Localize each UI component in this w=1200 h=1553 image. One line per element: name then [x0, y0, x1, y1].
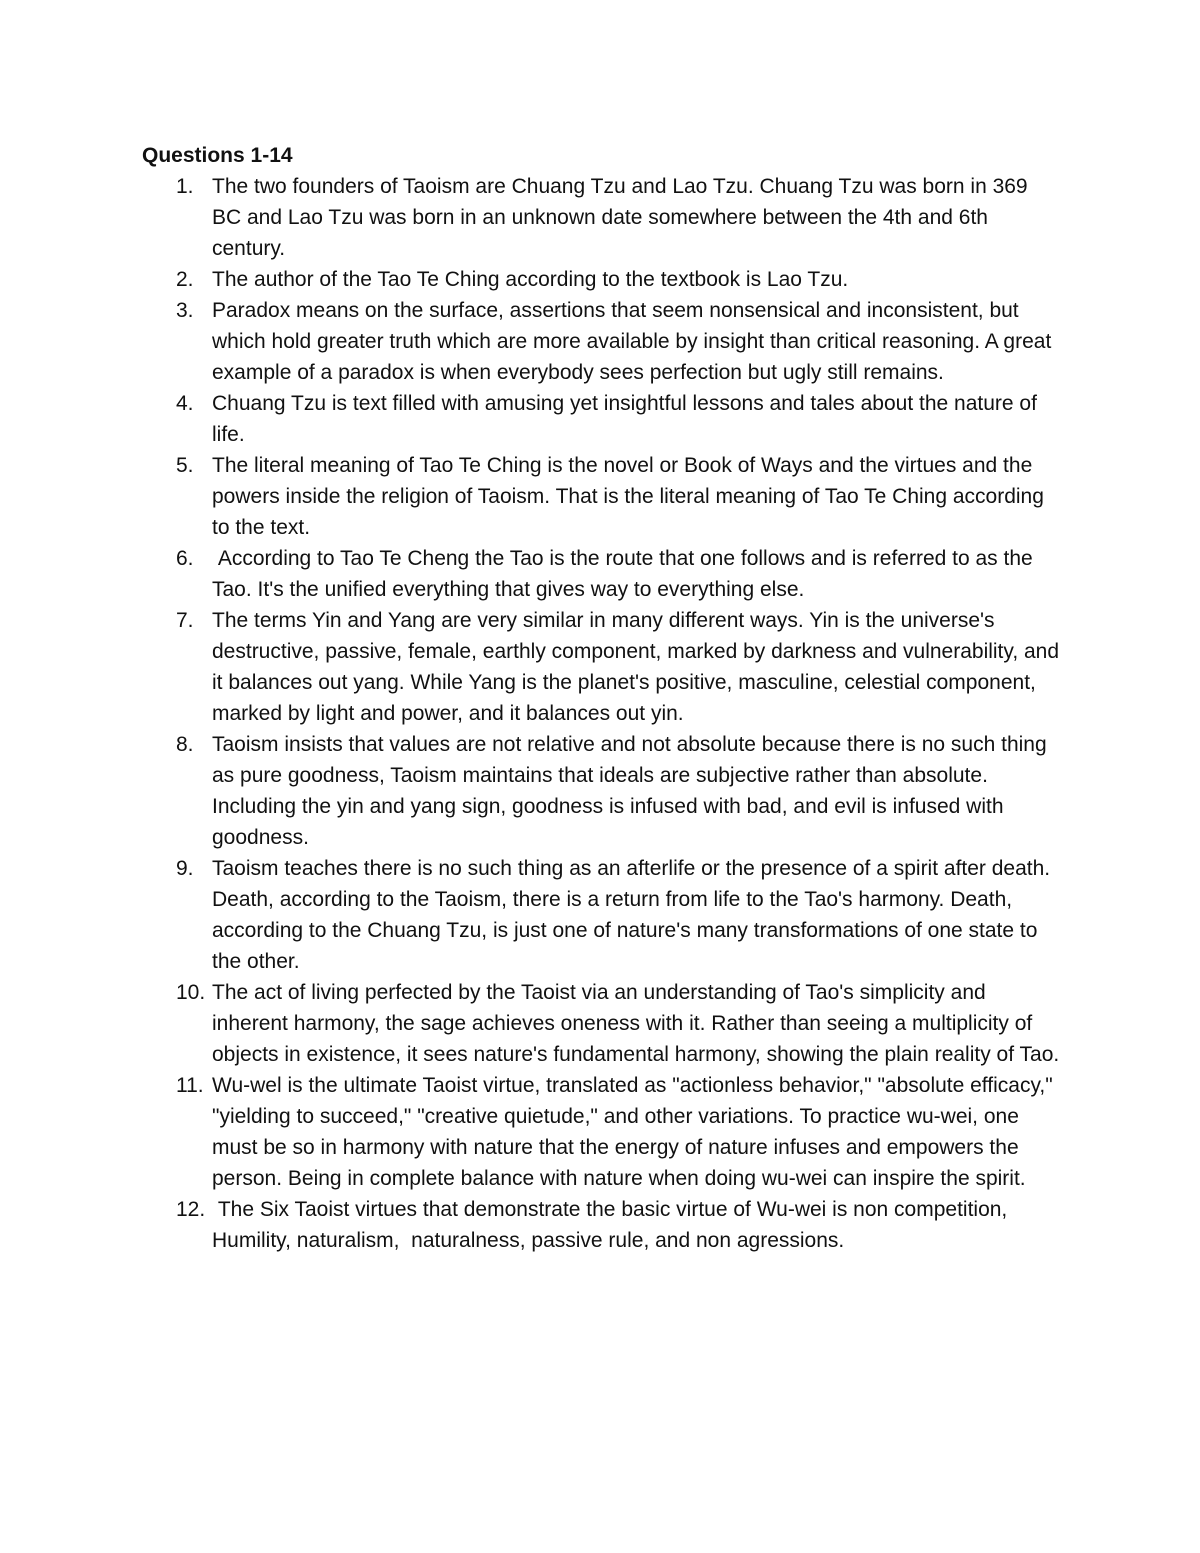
question-item [142, 853, 1062, 977]
question-number: 8. [176, 733, 194, 756]
question-number: 11. [176, 1074, 204, 1097]
question-number: 9. [176, 857, 194, 880]
question-number: 10. [176, 981, 206, 1004]
answer-text: Taoism insists that values are not relative and not absolute because there is no such thing as pure goodness, Taoism maintains that ideals are subjective rather than absolute. Including the yin and yang sign, goodness is infused with bad, and evil is infused with goodness. [212, 733, 1053, 849]
question-item [142, 543, 1062, 605]
answer-text: The terms Yin and Yang are very similar in many different ways. Yin is the universe's destructive, passive, female, earthly component, marked by darkness and vulnerability, and it balances out yang. While Yang is the planet's positive, masculine, celestial component, marked by light and power, and it balances out yin. [212, 609, 1065, 725]
document-body [142, 140, 1065, 1256]
answer-text: According to Tao Te Cheng the Tao is the route that one follows and is referred to as the Tao. It's the unified everything that gives way to everything else. [212, 547, 1039, 601]
question-number: 2. [176, 268, 194, 291]
answer-text: Wu-wel is the ultimate Taoist virtue, translated as "actionless behavior," "absolute efficacy," "yielding to succeed," "creative quietude," and other variations. To practice wu-wei, one must be so in harmony with nature that the energy of nature infuses and empowers the person. Being in complete balance with nature when doing wu-wei can inspire the spirit. [212, 1074, 1059, 1190]
question-item [142, 1070, 1062, 1194]
question-number: 12. [176, 1198, 206, 1221]
answer-text: The literal meaning of Tao Te Ching is the novel or Book of Ways and the virtues and the powers inside the religion of Taoism. That is the literal meaning of Tao Te Ching according to the text. [212, 454, 1050, 539]
question-number: 5. [176, 454, 194, 477]
question-number: 7. [176, 609, 194, 632]
question-item [142, 295, 1062, 388]
document-heading: Questions 1-14 [142, 144, 293, 167]
answer-text: Chuang Tzu is text filled with amusing yet insightful lessons and tales about the nature of life. [212, 392, 1043, 446]
question-item [142, 388, 1062, 450]
question-item [142, 264, 1062, 295]
answer-text: The act of living perfected by the Taoist via an understanding of Tao's simplicity and inherent harmony, the sage achieves oneness with it. Rather than seeing a multiplicity of objects in existence, it sees nature's fundamental harmony, showing the plain reality of Tao. [212, 981, 1060, 1066]
question-number: 4. [176, 392, 194, 415]
answer-text: The Six Taoist virtues that demonstrate the basic virtue of Wu-wei is non competition, Humility, naturalism, naturalness, passive rule, and non agressions. [212, 1198, 1014, 1252]
question-number: 1. [176, 175, 194, 198]
question-item [142, 729, 1062, 853]
question-number: 3. [176, 299, 194, 322]
question-item [142, 171, 1062, 264]
question-item [142, 605, 1065, 729]
question-item [142, 450, 1062, 543]
question-item [142, 1194, 1062, 1256]
question-item [142, 977, 1062, 1070]
answer-text: The two founders of Taoism are Chuang Tzu and Lao Tzu. Chuang Tzu was born in 369 BC and Lao Tzu was born in an unknown date somewhere between the 4th and 6th century. [212, 175, 1034, 260]
question-number: 6. [176, 547, 194, 570]
answer-text: The author of the Tao Te Ching according to the textbook is Lao Tzu. [212, 268, 849, 291]
answer-text: Paradox means on the surface, assertions that seem nonsensical and inconsistent, but which hold greater truth which are more available by insight than critical reasoning. A great example of a paradox is when everybody sees perfection but ugly still remains. [212, 299, 1058, 384]
answer-text: Taoism teaches there is no such thing as an afterlife or the presence of a spirit after death. Death, according to the Taoism, there is a return from life to the Tao's harmony. Death, according to the Chuang Tzu, is just one of nature's many transformations of one state to the other. [212, 857, 1056, 973]
questions-list [142, 171, 1065, 1256]
